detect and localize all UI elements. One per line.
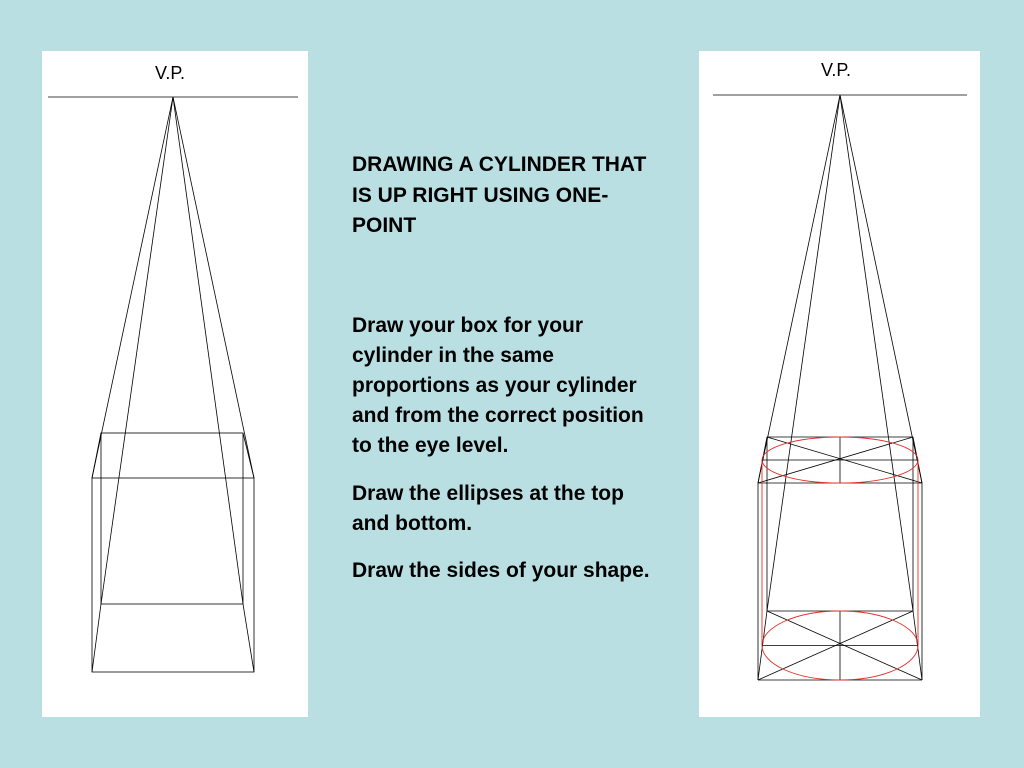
slide-heading: DRAWING A CYLINDER THAT IS UP RIGHT USING ONE-POINT xyxy=(352,153,647,237)
receding-edge-bottom-right xyxy=(243,604,254,672)
instruction-text xyxy=(352,150,652,586)
vanishing-point-label: V.P. xyxy=(155,63,186,83)
vp-construction-line xyxy=(758,95,840,483)
instruction-item: Draw the sides of your shape. xyxy=(352,558,650,582)
right-diagram-panel xyxy=(699,51,980,717)
receding-edge-bottom-left xyxy=(92,604,101,672)
vp-construction-line xyxy=(101,97,173,604)
vp-construction-line xyxy=(173,97,254,478)
box-perspective-diagram xyxy=(42,51,308,717)
box-back-face xyxy=(101,433,243,604)
vanishing-point-label: V.P. xyxy=(821,60,852,80)
vp-construction-line xyxy=(92,97,173,478)
instruction-item: Draw your box for your cylinder in the same proportions as your cylinder and from the correct position to the eye level. xyxy=(352,313,644,457)
instruction-item: Draw the ellipses at the top and bottom. xyxy=(352,481,624,535)
vp-construction-line xyxy=(840,95,922,483)
vp-construction-line xyxy=(840,95,913,611)
vp-construction-line xyxy=(173,97,243,604)
vp-construction-line xyxy=(767,95,840,611)
cylinder-perspective-diagram xyxy=(699,51,980,717)
left-diagram-panel xyxy=(42,51,308,717)
